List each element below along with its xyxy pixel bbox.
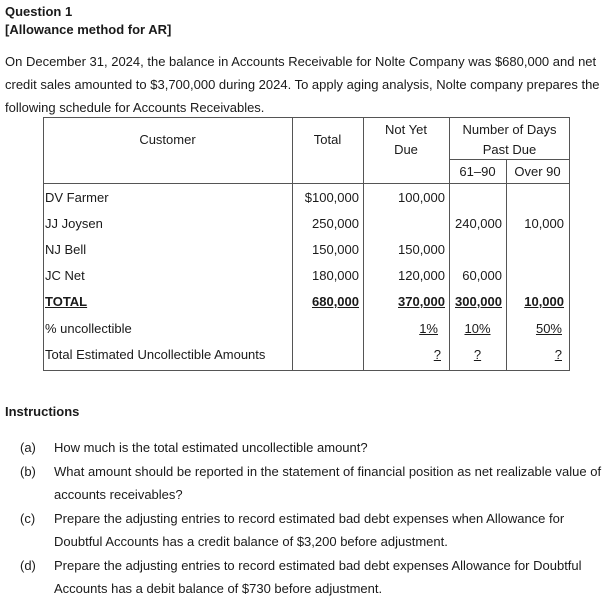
- list-item: [20, 507, 613, 554]
- est-row-label: Total Estimated Uncollectible Amounts: [45, 347, 266, 362]
- table-divider: [449, 159, 570, 160]
- item-label: (c): [20, 510, 36, 526]
- header-days-past-due-line2: Past Due: [482, 142, 537, 157]
- item-text: How much is the total estimated uncollectible amount?: [54, 440, 368, 455]
- row-over-90: 10,000: [524, 216, 564, 231]
- row-customer: DV Farmer: [45, 190, 109, 205]
- header-days-past-due-line1: Number of Days: [462, 122, 557, 137]
- est-row-over-90: ?: [554, 347, 562, 362]
- row-61-90: 240,000: [455, 216, 502, 231]
- list-item: [20, 554, 613, 601]
- table-col-divider: [506, 159, 507, 371]
- pct-row-not-yet-due: 1%: [419, 321, 438, 336]
- row-total: $100,000: [304, 190, 359, 205]
- header-not-yet-due-line1: Not Yet: [385, 122, 427, 137]
- row-61-90: 60,000: [462, 268, 502, 283]
- row-customer: JJ Joysen: [45, 216, 103, 231]
- item-text: Prepare the adjusting entries to record estimated bad debt expenses Allowance for Doubtful Accounts has a debit balance of $730 before adjustment.: [54, 557, 582, 596]
- pct-row-label: % uncollectible: [45, 321, 132, 336]
- total-row-label: TOTAL: [45, 294, 88, 309]
- header-customer: Customer: [139, 132, 196, 147]
- item-text: Prepare the adjusting entries to record estimated bad debt expenses when Allowance for Doubtful Accounts has a credit balance of $3,200 before adjustment.: [54, 510, 565, 549]
- item-label: (b): [20, 463, 36, 479]
- list-item: [20, 436, 613, 460]
- total-row-total: 680,000: [312, 294, 359, 309]
- question-subtitle: [Allowance method for AR]: [5, 22, 172, 37]
- row-not-yet-due: 120,000: [398, 268, 445, 283]
- total-row-61-90: 300,000: [455, 294, 502, 309]
- item-label: (a): [20, 440, 36, 455]
- total-row-over-90: 10,000: [524, 294, 564, 309]
- table-divider: [43, 183, 570, 184]
- aging-schedule-table: [43, 117, 570, 371]
- est-row-not-yet-due: ?: [433, 347, 441, 362]
- est-row-61-90: ?: [473, 347, 482, 362]
- row-customer: JC Net: [45, 268, 85, 283]
- table-border-left: [43, 117, 44, 371]
- table-border-bottom: [43, 370, 570, 371]
- header-61-90: 61–90: [459, 164, 496, 179]
- instructions-list: [20, 436, 613, 601]
- instructions-heading: Instructions: [5, 404, 80, 419]
- header-total: Total: [313, 132, 342, 147]
- question-paragraph: On December 31, 2024, the balance in Accounts Receivable for Nolte Company was $680,000 and net credit sales amounted to $3,700,000 during 2024. To apply aging analysis, Nolte company prepares the following schedule for Accounts Receivables.: [5, 54, 600, 115]
- header-not-yet-due-line2: Due: [394, 142, 418, 157]
- header-over-90: Over 90: [514, 164, 561, 179]
- row-total: 180,000: [312, 268, 359, 283]
- item-text: What amount should be reported in the statement of financial position as net realizable value of accounts receivables?: [54, 463, 602, 502]
- row-not-yet-due: 150,000: [398, 242, 445, 257]
- list-item: [20, 460, 613, 507]
- question-title: Question 1: [5, 4, 73, 19]
- row-customer: NJ Bell: [45, 242, 87, 257]
- total-row-not-yet-due: 370,000: [398, 294, 445, 309]
- pct-row-over-90: 50%: [535, 321, 562, 336]
- table-border-top: [43, 117, 570, 118]
- item-label: (d): [20, 557, 36, 573]
- row-not-yet-due: 100,000: [398, 190, 445, 205]
- row-total: 250,000: [312, 216, 359, 231]
- pct-row-61-90: 10%: [464, 321, 491, 336]
- row-total: 150,000: [312, 242, 359, 257]
